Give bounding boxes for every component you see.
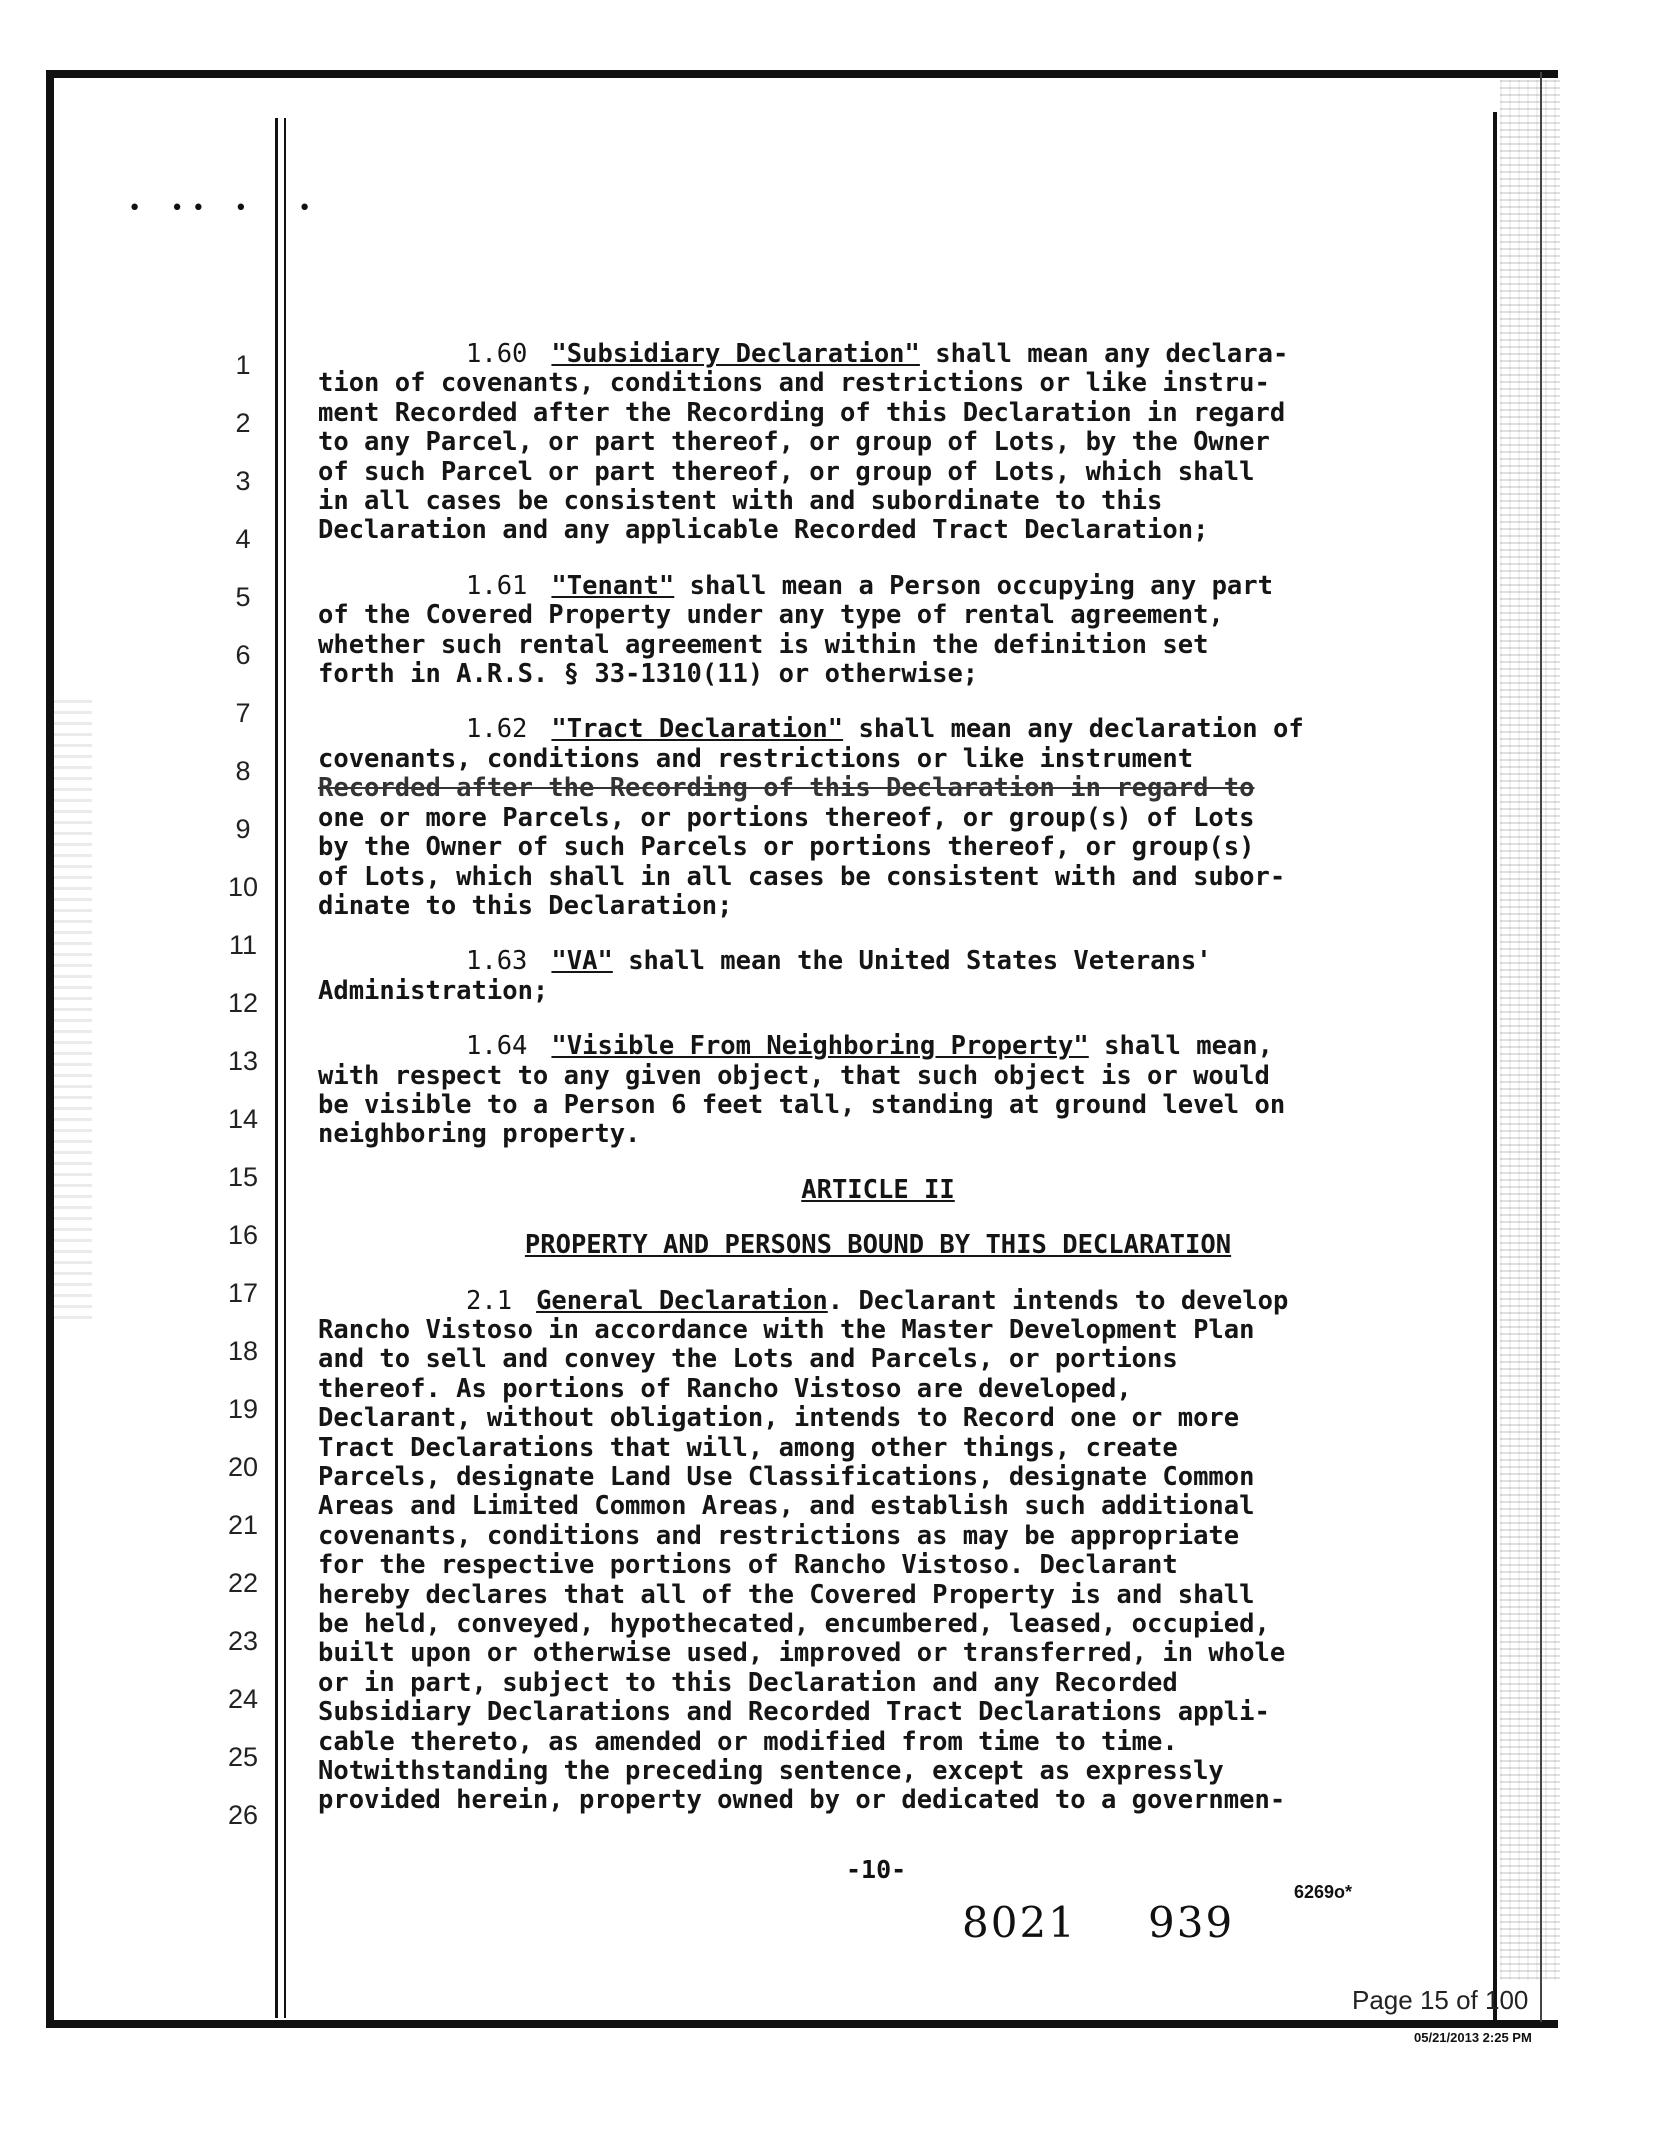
- definition-section: [318, 572, 1438, 690]
- definition-section: [318, 715, 1438, 921]
- text-line: shall mean a Person occupying any part: [674, 570, 1273, 601]
- text-line: and to sell and convey the Lots and Parcels, or portions: [318, 1344, 1178, 1375]
- left-margin-rule: [275, 118, 278, 2018]
- line-number: 26: [227, 1800, 259, 1830]
- text-line: Rancho Vistoso in accordance with the Master Development Plan: [318, 1314, 1255, 1345]
- line-number: 16: [227, 1220, 259, 1250]
- line-number: 8: [235, 756, 251, 786]
- line-number: 15: [227, 1162, 259, 1192]
- scan-noise-left: [52, 700, 92, 1320]
- line-number: 19: [227, 1394, 259, 1424]
- line-number: 9: [235, 814, 251, 844]
- text-line: Administration;: [318, 975, 549, 1006]
- scan-dots: • •• • •: [128, 196, 320, 221]
- line-number: 14: [227, 1104, 259, 1134]
- page-of-indicator: Page 15 of 100: [1352, 1985, 1529, 2015]
- text-line: be held, conveyed, hypothecated, encumbered, leased, occupied,: [318, 1609, 1270, 1640]
- text-line: shall mean,: [1088, 1031, 1273, 1062]
- print-timestamp: 05/21/2013 2:25 PM: [1414, 2030, 1532, 2045]
- line-number: 22: [227, 1568, 259, 1598]
- text-line: provided herein, property owned by or dedicated to a governmen-: [318, 1785, 1286, 1816]
- line-number: 18: [227, 1336, 259, 1366]
- section-number: 1.64: [466, 1031, 528, 1062]
- text-line: of such Parcel or part thereof, or group of Lots, which shall: [318, 456, 1255, 487]
- defined-term: "Subsidiary Declaration": [551, 339, 920, 369]
- article-title: ARTICLE II: [801, 1174, 955, 1205]
- text-line: tion of covenants, conditions and restrictions or like instru-: [318, 368, 1270, 399]
- defined-term: "VA": [551, 946, 613, 977]
- left-margin-rule-inner: [284, 118, 286, 2018]
- text-line: neighboring property.: [318, 1119, 641, 1150]
- text-line: ment Recorded after the Recording of this Declaration in regard: [318, 397, 1286, 428]
- line-number: 23: [227, 1626, 259, 1656]
- text-line: by the Owner of such Parcels or portions thereof, or group(s): [318, 832, 1255, 863]
- text-line: shall mean any declara-: [919, 339, 1289, 369]
- document-code: 6269o*: [1294, 1882, 1353, 1902]
- text-line: of Lots, which shall in all cases be consistent with and subor-: [318, 861, 1286, 892]
- text-line: to any Parcel, or part thereof, or group of Lots, by the Owner: [318, 427, 1270, 458]
- definition-section: [318, 340, 1438, 546]
- text-line: whether such rental agreement is within the definition set: [318, 629, 1209, 660]
- document-number-a: 8021: [962, 1898, 1077, 1947]
- text-line: thereof. As portions of Rancho Vistoso are developed,: [318, 1373, 1132, 1404]
- section-number: 2.1: [466, 1285, 513, 1316]
- text-line: Declarant, without obligation, intends to Record one or more: [318, 1403, 1240, 1434]
- line-number: 7: [235, 698, 251, 728]
- line-number: 25: [227, 1742, 259, 1772]
- line-number: 3: [235, 466, 251, 496]
- right-margin-rule: [1493, 112, 1497, 2022]
- defined-term: "Tract Declaration": [551, 714, 844, 745]
- text-line: built upon or otherwise used, improved or transferred, in whole: [318, 1638, 1286, 1669]
- page-number: -10-: [846, 1855, 907, 1884]
- section-2-1: [318, 1287, 1438, 1816]
- section-number: 1.61: [466, 570, 528, 601]
- line-number: 21: [227, 1510, 259, 1540]
- text-line: Notwithstanding the preceding sentence, except as expressly: [318, 1756, 1224, 1787]
- text-line: Tract Declarations that will, among other things, create: [318, 1432, 1178, 1463]
- article-subtitle: PROPERTY AND PERSONS BOUND BY THIS DECLARATION: [524, 1230, 1232, 1261]
- line-number: 6: [235, 640, 251, 670]
- text-line: Declaration and any applicable Recorded Tract Declaration;: [318, 515, 1209, 546]
- line-number: 4: [235, 524, 251, 554]
- line-number: 17: [227, 1278, 259, 1308]
- definition-section: [318, 947, 1438, 1006]
- text-line: with respect to any given object, that such object is or would: [318, 1060, 1270, 1091]
- text-line: for the respective portions of Rancho Vistoso. Declarant: [318, 1550, 1178, 1581]
- text-line: Parcels, designate Land Use Classifications, designate Common: [318, 1462, 1255, 1492]
- line-number: 13: [227, 1046, 259, 1076]
- section-number: 1.60: [466, 339, 528, 369]
- text-line: covenants, conditions and restrictions as may be appropriate: [318, 1520, 1240, 1551]
- text-line: cable thereto, as amended or modified from time to time.: [318, 1726, 1178, 1757]
- text-line: one or more Parcels, or portions thereof, or group(s) of Lots: [318, 802, 1255, 833]
- text-line: in all cases be consistent with and subordinate to this: [318, 486, 1163, 517]
- line-number: 2: [235, 408, 251, 438]
- text-line: dinate to this Declaration;: [318, 890, 733, 921]
- definition-section: [318, 1032, 1438, 1150]
- text-line: forth in A.R.S. § 33-1310(11) or otherwise;: [318, 659, 979, 690]
- document-body: [318, 340, 1438, 1842]
- text-line: Areas and Limited Common Areas, and establish such additional: [318, 1491, 1255, 1522]
- section-number: 1.63: [466, 946, 528, 977]
- section-number: 1.62: [466, 714, 528, 745]
- defined-term: "Tenant": [551, 570, 675, 601]
- line-number: 5: [235, 582, 251, 612]
- text-line: hereby declares that all of the Covered Property is and shall: [318, 1579, 1255, 1610]
- text-line: shall mean any declaration of: [843, 714, 1304, 745]
- line-number: 10: [227, 872, 259, 902]
- section-term: General Declaration: [536, 1285, 828, 1316]
- line-number: 24: [227, 1684, 259, 1714]
- right-edge-rule: [1540, 72, 1542, 2022]
- line-number: 1: [235, 350, 251, 380]
- text-line: of the Covered Property under any type of rental agreement,: [318, 600, 1224, 631]
- defined-term: "Visible From Neighboring Property": [551, 1031, 1089, 1062]
- line-number: 20: [227, 1452, 259, 1482]
- text-line: Recorded after the Recording of this Declaration in regard to: [318, 773, 1255, 804]
- line-number: 11: [228, 930, 258, 960]
- document-number-b: 939: [1148, 1898, 1235, 1947]
- text-line: covenants, conditions and restrictions or like instrument: [318, 743, 1194, 774]
- text-line: shall mean the United States Veterans': [612, 946, 1212, 977]
- text-line: be visible to a Person 6 feet tall, standing at ground level on: [318, 1089, 1286, 1120]
- scan-noise-right: [1500, 80, 1560, 1980]
- text-line: or in part, subject to this Declaration and any Recorded: [318, 1667, 1178, 1698]
- text-line: Subsidiary Declarations and Recorded Tract Declarations appli-: [318, 1697, 1270, 1728]
- line-number: 12: [227, 988, 259, 1018]
- text-line: . Declarant intends to develop: [827, 1285, 1289, 1316]
